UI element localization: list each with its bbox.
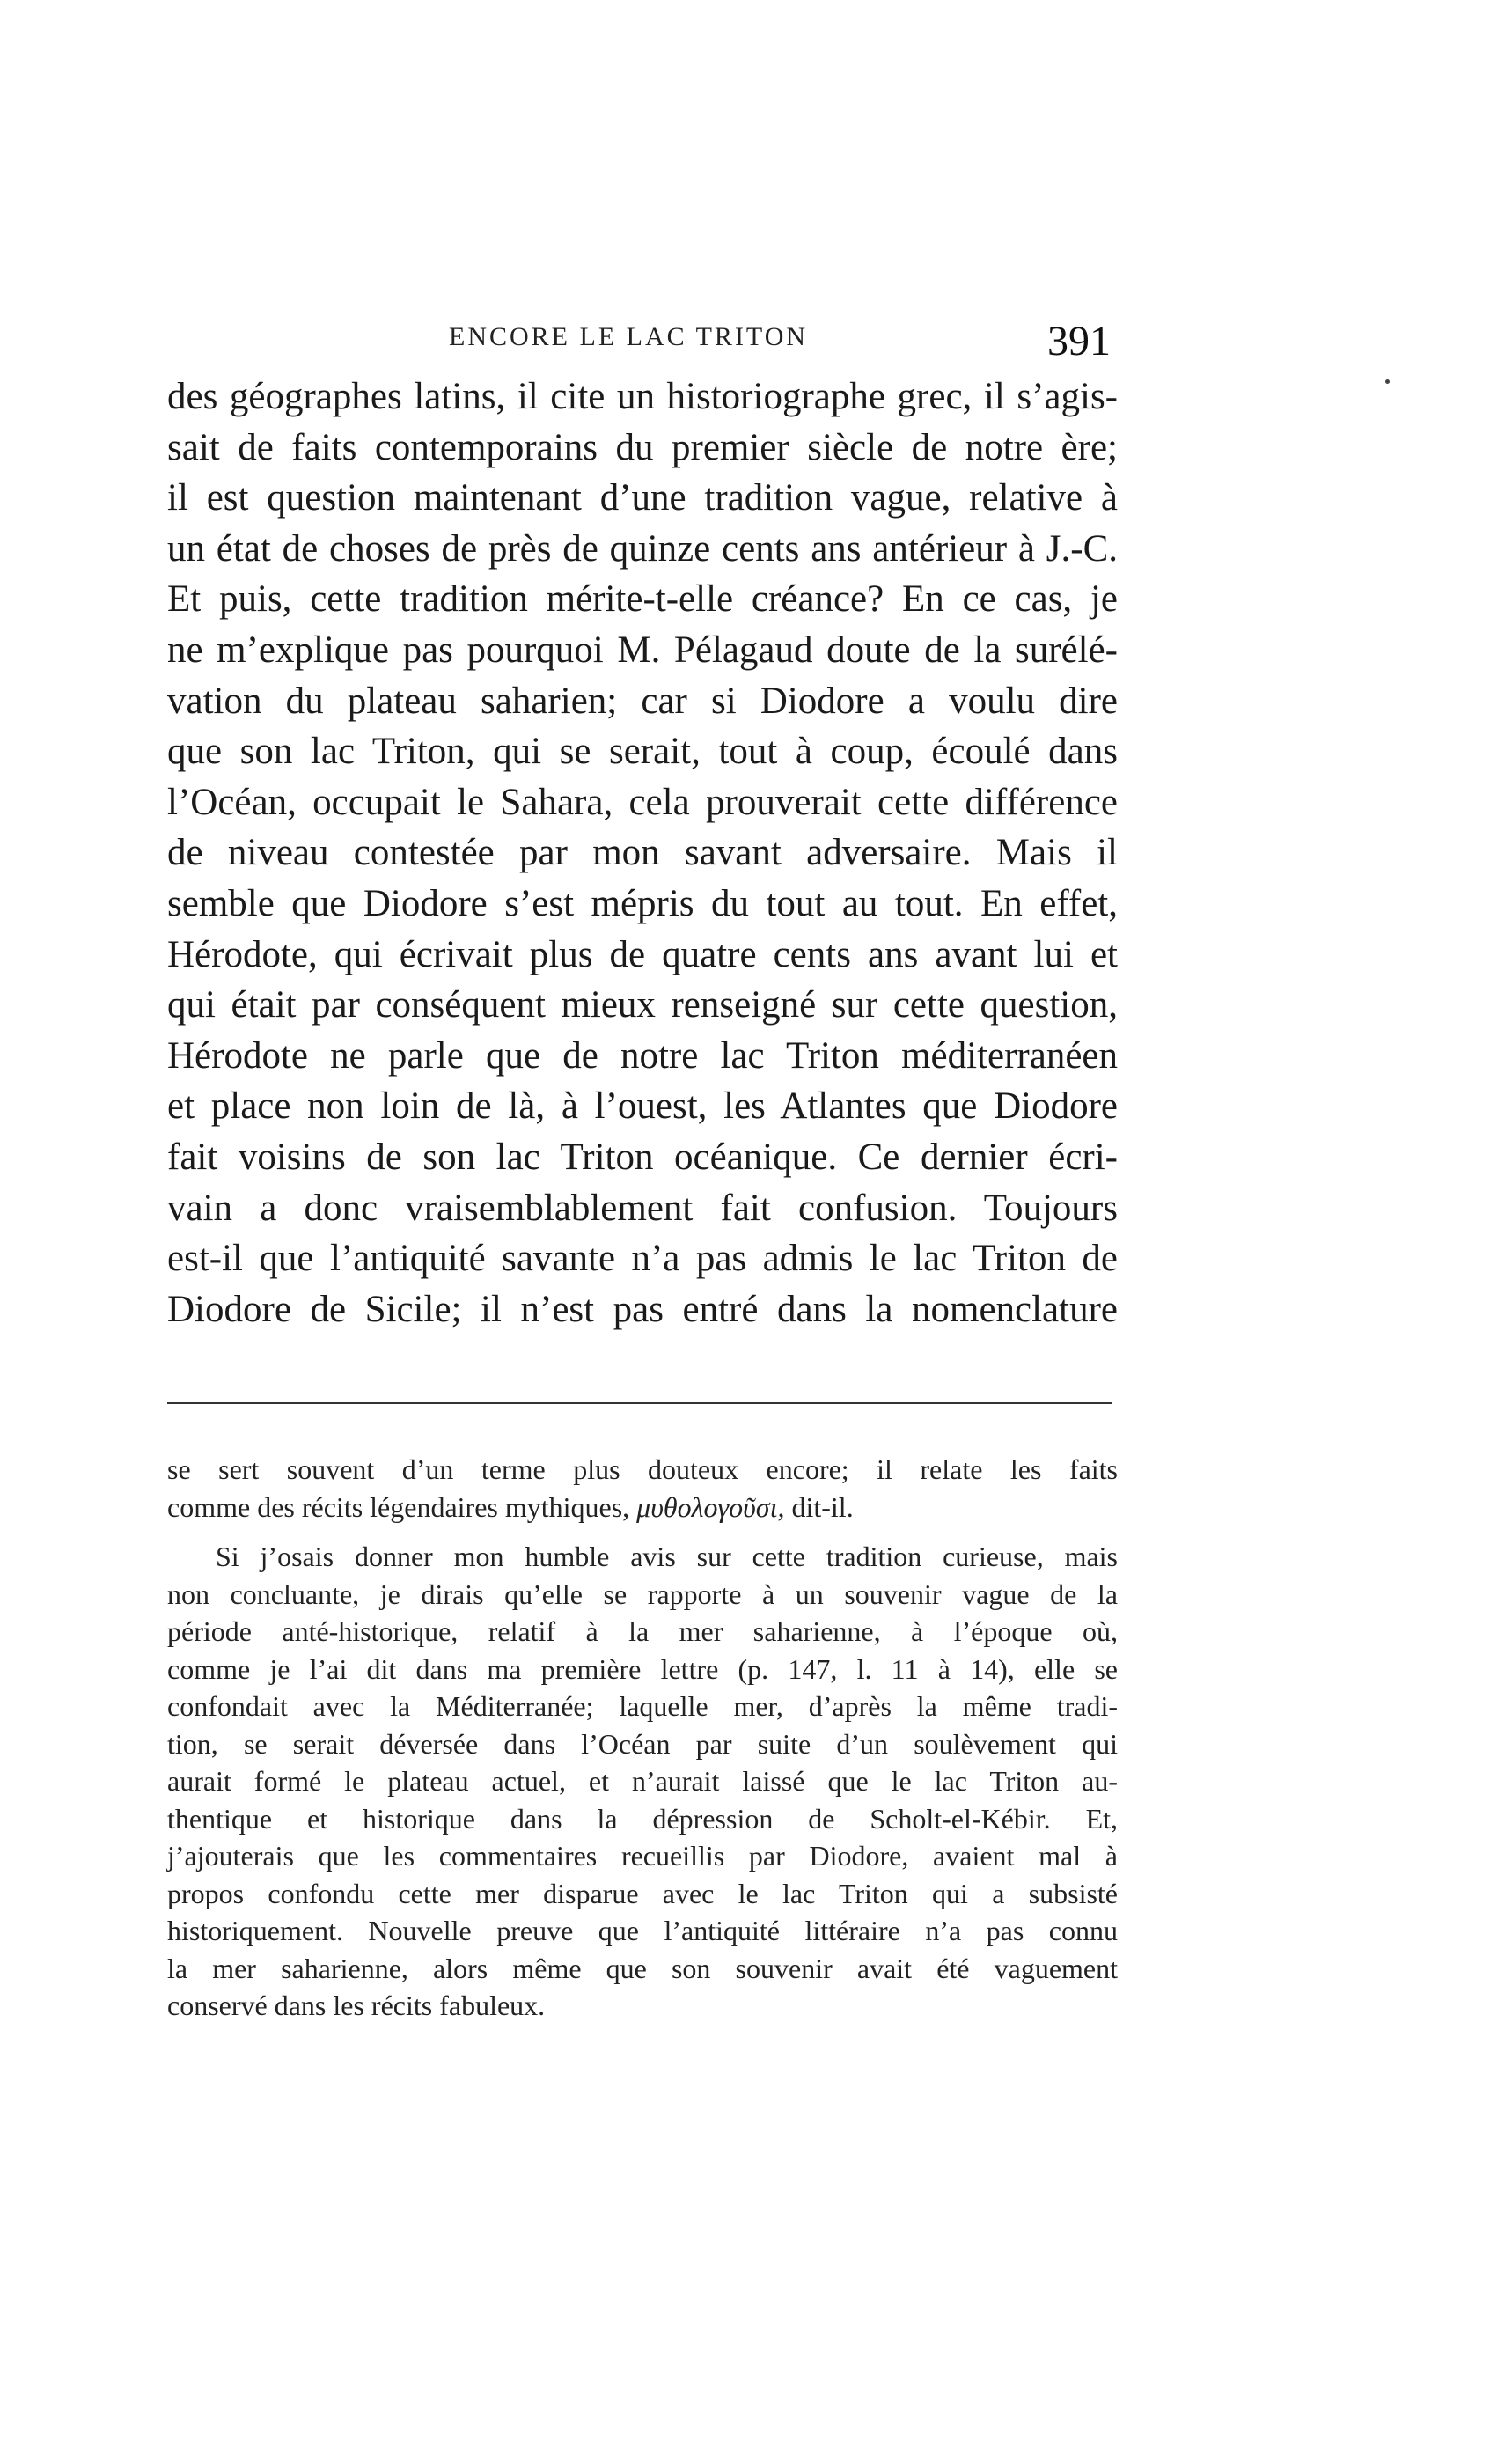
main-text-line: de niveau contestée par mon savant adversaire. Mais il — [167, 832, 1118, 874]
main-text-line: fait voisins de son lac Triton océanique. Ce dernier écri- — [167, 1136, 1118, 1178]
main-text-line: vain a donc vraisemblablement fait confusion. Toujours — [167, 1187, 1118, 1229]
footnotes-block — [167, 1451, 1118, 2025]
running-title: ENCORE LE LAC TRITON — [449, 322, 809, 351]
main-text-block — [167, 371, 1118, 1335]
main-text-line: Et puis, cette tradition mérite-t-elle créance? En ce cas, je — [167, 578, 1118, 621]
page-number: 391 — [1047, 318, 1111, 364]
main-text-line: des géographes latins, il cite un historiographe grec, il s’agis- — [167, 376, 1118, 417]
margin-speck — [1385, 379, 1390, 384]
main-text-line: et place non loin de là, à l’ouest, les Atlantes que Diodore — [167, 1085, 1118, 1128]
main-text-line: l’Océan, occupait le Sahara, cela prouverait cette différence — [167, 781, 1118, 823]
main-text-line: il est question maintenant d’une tradition vague, relative à — [167, 477, 1118, 519]
main-text-line: est-il que l’antiquité savante n’a pas admis le lac Triton de — [167, 1238, 1118, 1280]
footnote-divider — [167, 1402, 1112, 1404]
footnote-line: thentique et historique dans la dépression de Scholt-el-Kébir. Et, — [167, 1802, 1118, 1835]
footnote-line: se sert souvent d’un terme plus douteux encore; il relate les faits — [167, 1453, 1118, 1485]
main-text-line: Hérodote ne parle que de notre lac Triton méditerranéen — [167, 1034, 1118, 1077]
footnote-line: tion, se serait déversée dans l’Océan par suite d’un soulèvement qui — [167, 1727, 1118, 1760]
main-text-line: Hérodote, qui écrivait plus de quatre cents ans avant lui et — [167, 933, 1118, 975]
running-head — [167, 317, 1118, 370]
main-text-line: Diodore de Sicile; il n’est pas entré dans la nomenclature — [167, 1288, 1118, 1330]
main-text-line: un état de choses de près de quinze cents ans antérieur à J.-C. — [167, 527, 1118, 570]
main-text-line: que son lac Triton, qui se serait, tout à coup, écoulé dans — [167, 731, 1118, 773]
footnote-line: j’ajouterais que les commentaires recueillis par Diodore, avaient mal à — [167, 1840, 1118, 1872]
main-text-line: sait de faits contemporains du premier siècle de notre ère; — [167, 426, 1118, 468]
footnote-line: confondait avec la Méditerranée; laquelle mer, d’après la même tradi- — [167, 1690, 1118, 1722]
footnote-text: comme des récits légendaires mythiques, — [167, 1490, 630, 1523]
main-text-line: qui était par conséquent mieux renseigné sur cette question, — [167, 984, 1118, 1026]
footnote-line — [167, 1489, 1118, 1526]
footnote-line: la mer saharienne, alors même que son souvenir avait été vaguement — [167, 1952, 1118, 1984]
footnote-line: période anté-historique, relatif à la mer saharienne, à l’époque où, — [167, 1615, 1118, 1647]
greek-word: μυθολογοῦσι, — [636, 1490, 785, 1523]
footnote-line: historiquement. Nouvelle preuve que l’antiquité littéraire n’a pas connu — [167, 1915, 1118, 1946]
main-text-line: semble que Diodore s’est mépris du tout au tout. En effet, — [167, 882, 1118, 924]
footnote-line: aurait formé le plateau actuel, et n’aurait laissé que le lac Triton au- — [167, 1765, 1118, 1797]
footnote-line: non concluante, je dirais qu’elle se rapporte à un souvenir vague de la — [167, 1578, 1118, 1610]
footnote-line: propos confondu cette mer disparue avec le lac Triton qui a subsisté — [167, 1877, 1118, 1909]
main-text-line: ne m’explique pas pourquoi M. Pélagaud doute de la surélé- — [167, 629, 1118, 671]
footnote-line: Si j’osais donner mon humble avis sur cette tradition curieuse, mais — [216, 1541, 1118, 1572]
main-text-line: vation du plateau saharien; car si Diodore a voulu dire — [167, 680, 1118, 722]
footnote-line: conservé dans les récits fabuleux. — [167, 1990, 546, 2021]
footnote-line: comme je l’ai dit dans ma première lettre (p. 147, l. 11 à 14), elle se — [167, 1652, 1118, 1685]
footnote-text: dit-il. — [791, 1490, 854, 1523]
